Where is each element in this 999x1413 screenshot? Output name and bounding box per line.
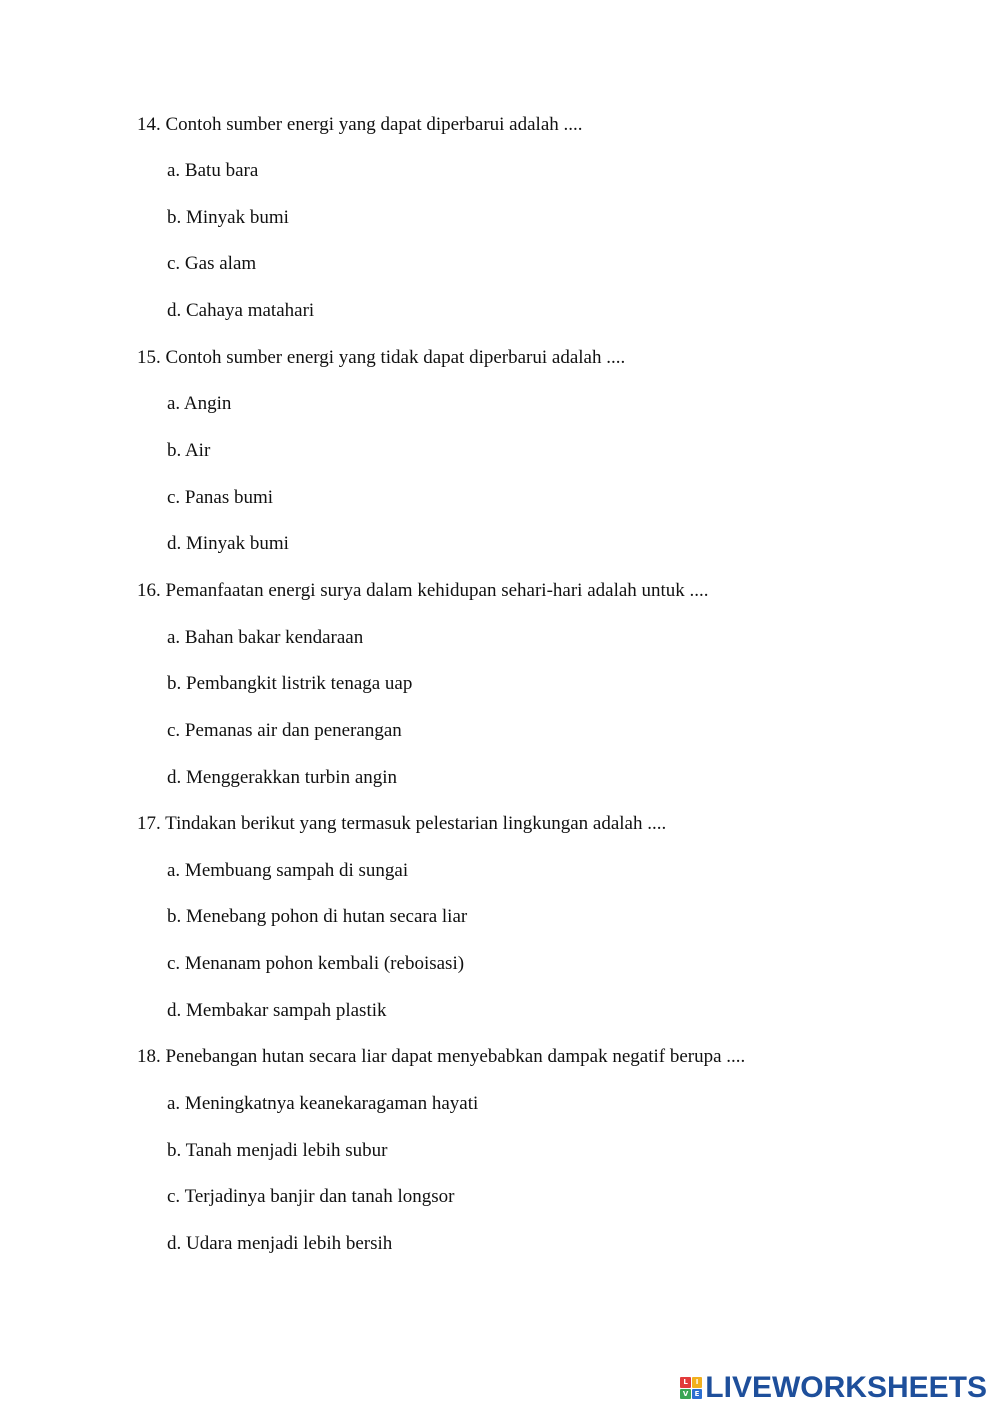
liveworksheets-brand [680,1372,987,1404]
question-17-option-d: d. Membakar sampah plastik [167,1000,387,1021]
question-14-option-a: a. Batu bara [167,160,259,181]
question-17-option-b: b. Menebang pohon di hutan secara liar [167,906,468,927]
question-17: 17. Tindakan berikut yang termasuk pelestarian lingkungan adalah .... [137,813,667,834]
question-14-option-c: c. Gas alam [167,253,257,274]
question-17-option-a: a. Membuang sampah di sungai [167,860,409,881]
question-16-option-d: d. Menggerakkan turbin angin [167,767,398,788]
question-15-option-c: c. Panas bumi [167,487,274,508]
logo-letter-v: V [680,1389,691,1400]
question-18: 18. Penebangan hutan secara liar dapat menyebabkan dampak negatif berupa .... [137,1046,746,1067]
question-18-option-a: a. Meningkatnya keanekaragaman hayati [167,1093,479,1114]
question-18-option-b: b. Tanah menjadi lebih subur [167,1140,388,1161]
logo-letter-i: I [692,1377,703,1388]
question-18-option-c: c. Terjadinya banjir dan tanah longsor [167,1186,455,1207]
question-14: 14. Contoh sumber energi yang dapat diperbarui adalah .... [137,114,583,135]
question-17-option-c: c. Menanam pohon kembali (reboisasi) [167,953,465,974]
question-15: 15. Contoh sumber energi yang tidak dapat diperbarui adalah .... [137,347,626,368]
liveworksheets-text: LIVEWORKSHEETS [705,1371,987,1404]
question-16: 16. Pemanfaatan energi surya dalam kehidupan sehari-hari adalah untuk .... [137,580,709,601]
question-15-option-a: a. Angin [167,393,232,414]
question-16-option-c: c. Pemanas air dan penerangan [167,720,402,741]
question-15-option-b: b. Air [167,440,211,461]
question-16-option-b: b. Pembangkit listrik tenaga uap [167,673,413,694]
logo-letter-l: L [680,1377,691,1388]
liveworksheets-logo-icon [680,1377,702,1399]
question-14-option-d: d. Cahaya matahari [167,300,315,321]
logo-letter-e: E [692,1389,703,1400]
question-18-option-d: d. Udara menjadi lebih bersih [167,1233,393,1254]
question-15-option-d: d. Minyak bumi [167,533,289,554]
question-16-option-a: a. Bahan bakar kendaraan [167,627,364,648]
question-14-option-b: b. Minyak bumi [167,207,289,228]
